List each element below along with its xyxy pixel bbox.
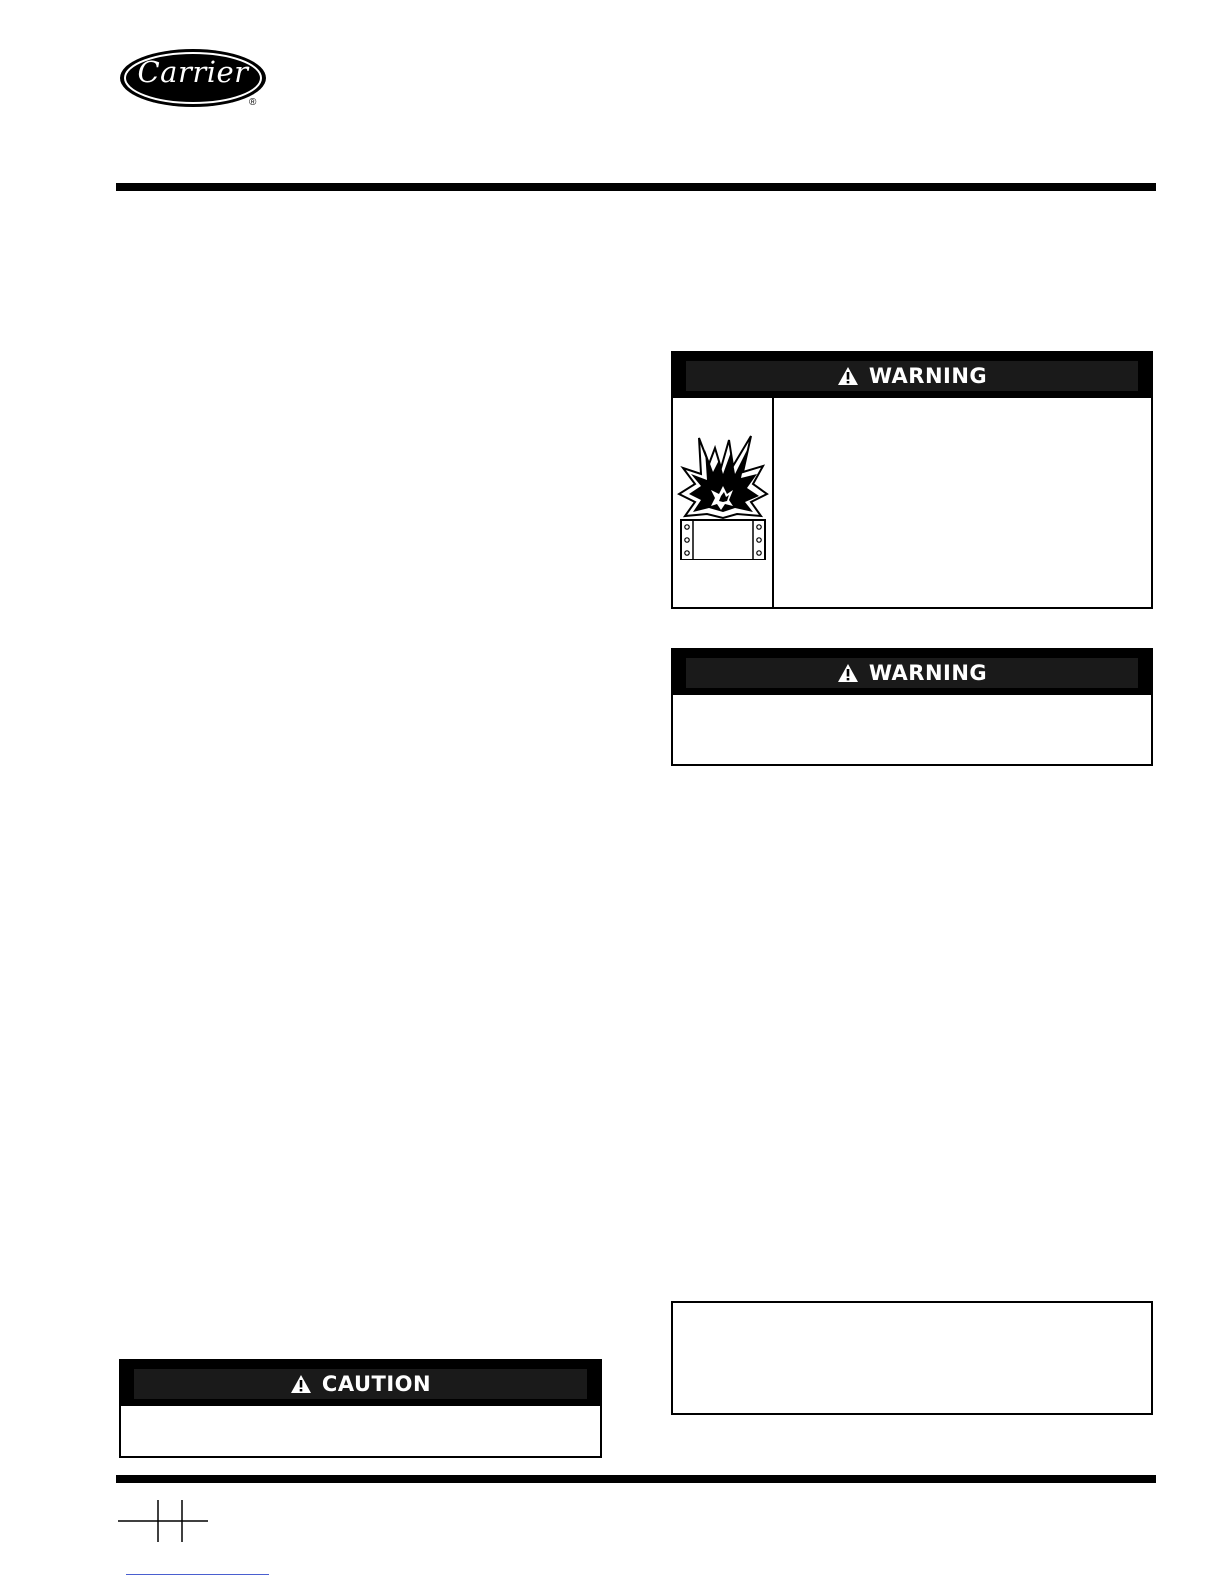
registration-mark — [118, 1500, 210, 1549]
caution-box — [119, 1359, 602, 1458]
explosion-icon — [677, 434, 769, 560]
top-rule — [116, 183, 1156, 191]
caution-title: CAUTION — [321, 1372, 432, 1396]
warning-box — [671, 648, 1153, 766]
note-box — [671, 1301, 1153, 1415]
explosion-pictogram-panel — [673, 398, 774, 607]
registered-mark: ® — [249, 97, 257, 108]
warning-title: WARNING — [868, 364, 988, 388]
caution-header — [121, 1361, 600, 1406]
warning-box-explosion — [671, 351, 1153, 609]
warning-title: WARNING — [868, 661, 988, 685]
warning-triangle-icon — [290, 1374, 312, 1394]
warning-header — [673, 650, 1151, 695]
warning-text-panel — [774, 398, 1151, 607]
footer-link-underline[interactable] — [126, 1574, 269, 1575]
logo-text: Carrier — [137, 55, 249, 89]
warning-header — [673, 353, 1151, 398]
bottom-rule — [116, 1475, 1156, 1483]
warning-triangle-icon — [837, 663, 859, 683]
warning-triangle-icon — [837, 366, 859, 386]
carrier-logo — [118, 48, 270, 114]
